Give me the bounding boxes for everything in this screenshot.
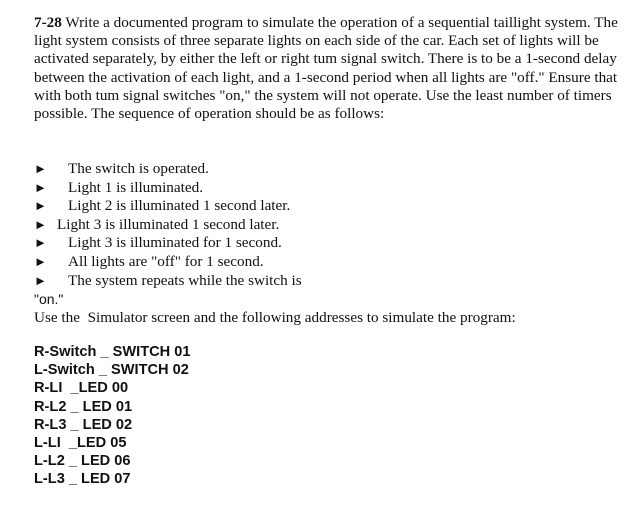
bullet-triangle-icon: ►	[34, 161, 47, 176]
address-item: R-L3 _ LED 02	[34, 416, 133, 433]
address-item: L-L3 _ LED 07	[34, 471, 131, 488]
address-list	[34, 343, 191, 489]
bullet-triangle-icon: ►	[34, 179, 47, 195]
address-item: L-Switch _ SWITCH 02	[34, 362, 189, 379]
sequence-continuation: "on."	[34, 291, 64, 307]
sequence-step: The system repeats while the switch is	[68, 271, 302, 289]
sequence-step: Light 2 is illuminated 1 second later.	[68, 197, 291, 215]
address-item: L-LI _LED 05	[34, 434, 127, 451]
bullet-triangle-icon: ►	[34, 216, 47, 232]
bullet-triangle-icon: ►	[34, 198, 47, 214]
address-item: R-LI _LED 00	[34, 380, 129, 397]
bullet-triangle-icon: ►	[34, 272, 47, 288]
sequence-step: Light 3 is illuminated 1 second later.	[57, 215, 280, 233]
problem-text: Write a documented program to simulate the operation of a sequential taillight system. The light system consists of three separate lights on each side of the car. Each set of lights will be activated separately, by either the left or right tum signal switch. There is to be a 1-second delay between the activation of each light, and a 1-second period when all lights are "off." Ensure that with both tum signal switches "on," the system will not operate. Use the least number of timers possible. The sequence of operation should be as follows:	[34, 14, 618, 123]
sequence-step: Light 3 is illuminated for 1 second.	[68, 234, 282, 252]
instruction-text: Use the Simulator screen and the following addresses to simulate the program:	[34, 309, 516, 326]
address-item: R-L2 _ LED 01	[34, 398, 133, 415]
bullet-triangle-icon: ►	[34, 235, 47, 251]
sequence-step: Light 1 is illuminated.	[68, 178, 203, 196]
bullet-triangle-icon: ►	[34, 253, 47, 269]
sequence-step: The switch is operated.	[68, 160, 209, 177]
problem-paragraph	[34, 14, 630, 123]
sequence-step: All lights are "off" for 1 second.	[68, 252, 264, 270]
problem-number: 7-28	[34, 14, 62, 31]
address-item: L-L2 _ LED 06	[34, 453, 131, 470]
address-item: R-Switch _ SWITCH 01	[34, 344, 191, 360]
